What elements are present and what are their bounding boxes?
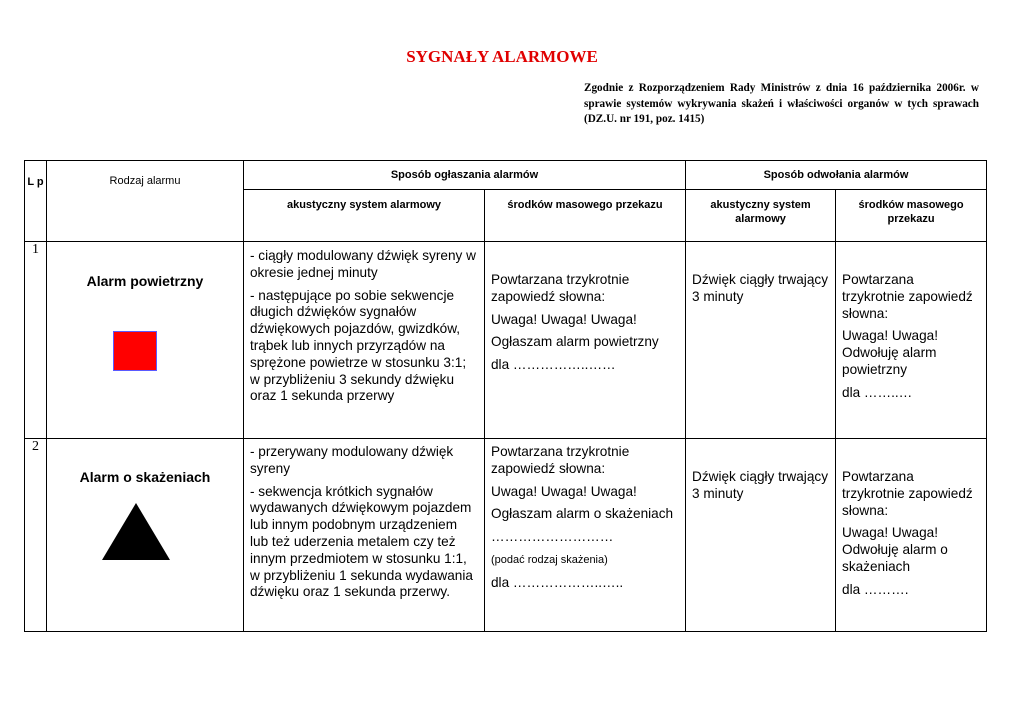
- text-line: Uwaga! Uwaga! Odwołuję alarm o skażeniach: [842, 525, 948, 574]
- text-line: ………………………: [491, 529, 614, 545]
- cancel-acoustic-cell: [686, 242, 836, 439]
- header-cancel-media: środków masowego przekazu: [836, 190, 987, 242]
- text-line: - ciągły modulowany dźwięk syreny w okresie jednej minuty: [250, 248, 476, 280]
- text-line: Ogłaszam alarm o skażeniach: [491, 506, 674, 522]
- text-line: Uwaga! Uwaga! Odwołuję alarm powietrzny: [842, 328, 938, 377]
- cancel-media-cell: [836, 242, 987, 439]
- text-line: Powtarzana trzykrotnie zapowiedź słowna:: [842, 469, 973, 518]
- text-line: Uwaga! Uwaga! Uwaga!: [491, 483, 637, 499]
- text-line: dla ……………..……: [491, 357, 616, 373]
- header-announce-media: środków masowego przekazu: [485, 190, 686, 242]
- legal-note: Zgodnie z Rozporządzeniem Rady Ministrów z dnia 16 października 2006r. w sprawie systemów wykrywania skażeń i właściwości organów w tych sprawach (DZ.U. nr 191, poz. 1415): [584, 82, 979, 125]
- text-line: Powtarzana trzykrotnie zapowiedź słowna:: [842, 272, 973, 321]
- alarm-name: Alarm o skażeniach: [79, 469, 211, 485]
- row-number: 1: [25, 242, 47, 439]
- header-announce: Sposób ogłaszania alarmów: [244, 161, 686, 190]
- header-announce-acoustic: akustyczny system alarmowy: [244, 190, 485, 242]
- announce-media-cell: [485, 439, 686, 632]
- alarm-name-cell: [47, 242, 244, 439]
- text-line: Dźwięk ciągły trwający 3 minuty: [692, 272, 828, 304]
- announce-acoustic-cell: [244, 242, 485, 439]
- header-cancel-acoustic: akustyczny system alarmowy: [686, 190, 836, 242]
- text-line: dla ……..…: [842, 384, 913, 400]
- announce-acoustic-cell: [244, 439, 485, 632]
- text-line: - przerywany modulowany dźwięk syreny: [250, 444, 454, 476]
- alarm-name-cell: [47, 439, 244, 632]
- table-row: [25, 242, 987, 439]
- alarm-signals-table: [24, 160, 987, 632]
- text-line: Uwaga! Uwaga! Uwaga!: [491, 311, 637, 327]
- black-triangle-symbol: [102, 503, 170, 560]
- header-lp: L p: [25, 161, 47, 242]
- header-alarm-type: Rodzaj alarmu: [47, 161, 244, 242]
- text-line: dla ………………..…..: [491, 574, 624, 590]
- page-title: SYGNAŁY ALARMOWE: [406, 47, 598, 66]
- red-square-symbol: [113, 331, 157, 371]
- row-number: 2: [25, 439, 47, 632]
- text-line: - następujące po sobie sekwencje długich dźwięków sygnałów dźwiękowych pojazdów, gwizdków, trąbek lub innych przyrządów na sprężone powietrze w stosunku 3:1; w przybliżeniu 3 sekundy dźwięku oraz 1 sekunda przerwy: [250, 287, 467, 404]
- text-line: (podać rodzaj skażenia): [491, 553, 608, 566]
- text-line: - sekwencja krótkich sygnałów wydawanych dźwiękowym pojazdem lub innym podobnym urządzeniem lub też uderzenia metalem czy też innym przedmiotem w stosunku 1:1, w przybliżeniu 1 sekunda wydawania dźwięku oraz 1 sekunda przerwy.: [250, 483, 473, 600]
- table-row: [25, 439, 987, 632]
- text-line: Ogłaszam alarm powietrzny: [491, 334, 659, 350]
- alarm-name: Alarm powietrzny: [86, 273, 204, 289]
- text-line: dla ……….: [842, 581, 909, 597]
- cancel-acoustic-cell: [686, 439, 836, 632]
- cancel-media-cell: [836, 439, 987, 632]
- announce-media-cell: [485, 242, 686, 439]
- header-cancel: Sposób odwołania alarmów: [686, 161, 987, 190]
- text-line: Powtarzana trzykrotnie zapowiedź słowna:: [491, 272, 630, 304]
- text-line: Dźwięk ciągły trwający 3 minuty: [692, 469, 828, 501]
- text-line: Powtarzana trzykrotnie zapowiedź słowna:: [491, 444, 630, 476]
